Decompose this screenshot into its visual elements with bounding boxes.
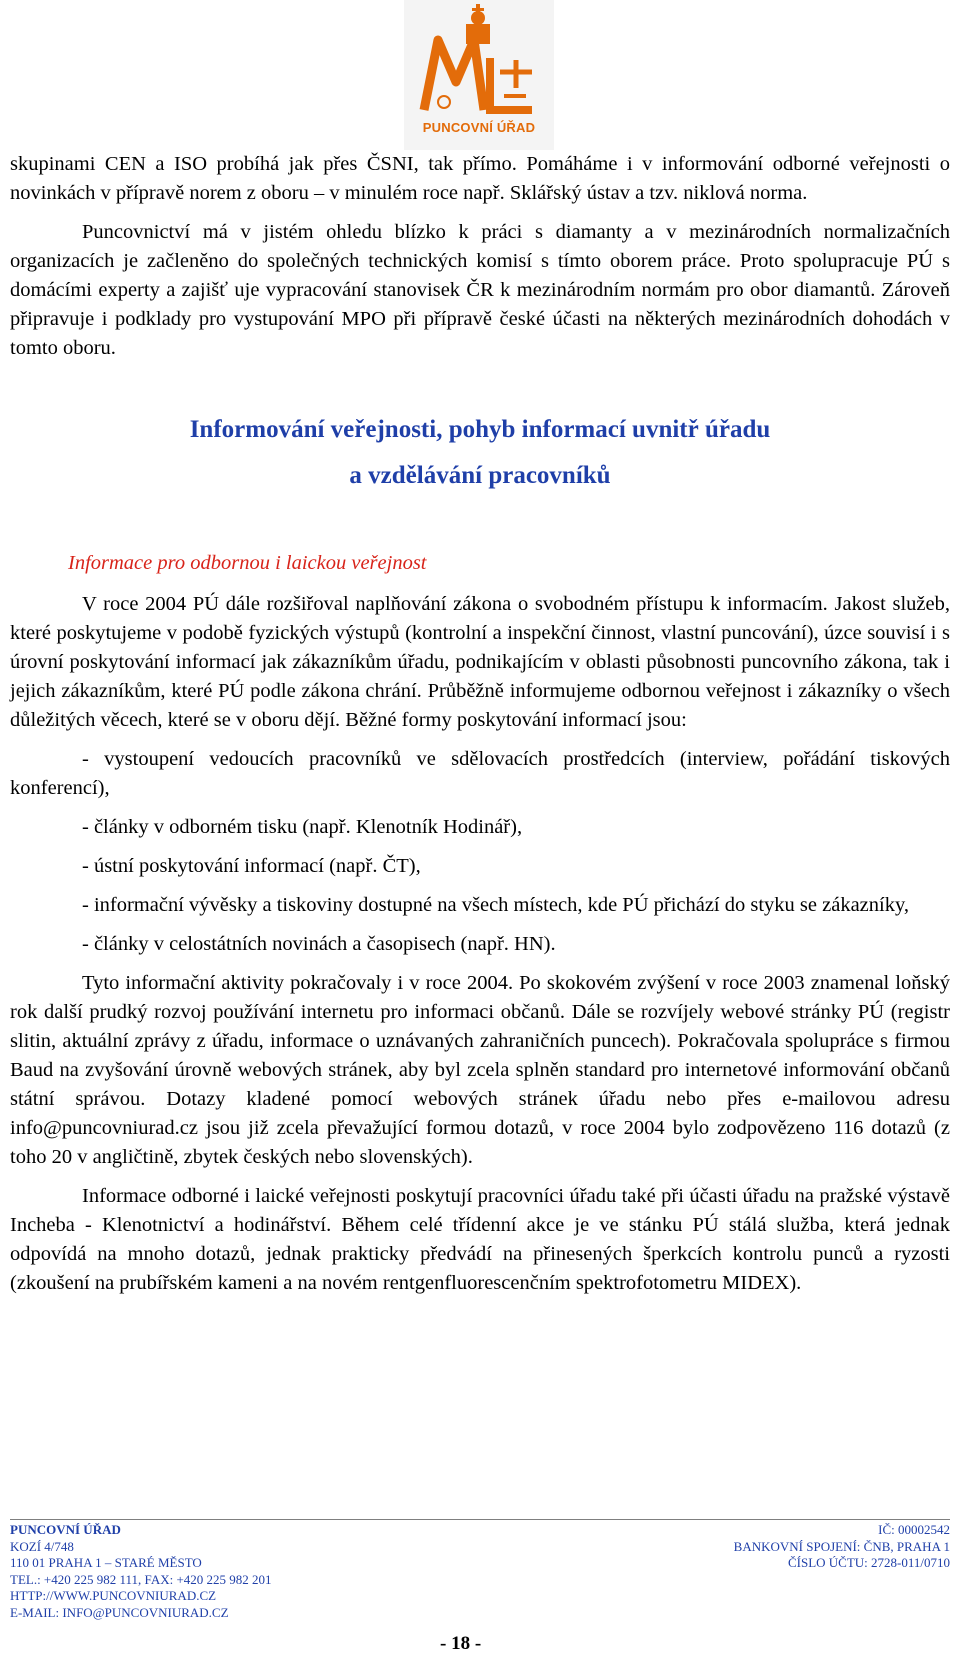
paragraph-intro: V roce 2004 PÚ dále rozšiřoval naplňování zákona o svobodném přístupu k informacím. Jakost služeb, které poskytujeme v podobě fyzických výstupů (kontrolní a inspekční činnost, vlastní puncování), úzce souvisí i s úrovní poskytování informací jak zákazníkům úřadu, podnikajícím v oblasti působnosti puncovního zákona, tak i jejich zákazníkům, které PÚ podle zákona chrání. Průběžně informujeme odbornou veřejnost i zákazníky o všech důležitých věcech, které se v oboru dějí. Běžné formy poskytování informací jsou: xyxy=(10,593,950,731)
list-item: - články v celostátních novinách a časopisech (např. HN). xyxy=(82,933,556,955)
footer xyxy=(10,1522,950,1652)
list-item: - vystoupení vedoucích pracovníků ve sdělovacích prostředcích (interview, pořádání tiskových konferencí), xyxy=(10,748,950,799)
footer-org-name: PUNCOVNÍ ÚŘAD xyxy=(10,1522,121,1537)
footer-account: ČÍSLO ÚČTU: 2728-011/0710 xyxy=(787,1555,950,1570)
section-heading-line1: Informování veřejnosti, pohyb informací uvnitř úřadu xyxy=(189,416,771,443)
logo-wordmark: PUNCOVNÍ ÚŘAD xyxy=(422,120,536,135)
logo-text xyxy=(404,120,554,135)
list-item: - ústní poskytování informací (např. ČT), xyxy=(82,855,421,877)
paragraph-incheba: Informace odborné i laické veřejnosti poskytují pracovníci úřadu také při účasti úřadu na pražské výstavě Incheba - Klenotnictví a hodinářství. Během celé třídenní akce je ve stánku PÚ stálá služba, která jednak odpovídá na mnoho dotazů, jednak prakticky předvádí na přinesených šperkcích kontrolu punců a ryzosti (zkoušení na prubířském kameni a na novém rentgenfluorescenčním spektrofotometru MIDEX). xyxy=(10,1185,950,1294)
footer-bank-info xyxy=(734,1522,950,1572)
footer-street: KOZÍ 4/748 xyxy=(10,1538,74,1554)
footer-ico: IČ: 00002542 xyxy=(878,1522,950,1537)
page-content xyxy=(10,150,950,1298)
section-heading-line2: a vzdělávání pracovníků xyxy=(349,462,611,489)
paragraph-internet: Tyto informační aktivity pokračovaly i v roce 2004. Po skokovém zvýšení v roce 2003 znamenal loňský rok další prudký rozvoj používání internetu pro informaci občanů. Dále se rozvíjely webové stránky PÚ (registr slitin, aktuální zprávy z úřadu, informace o uznávaných zahraničních puncech). Pokračovala spolupráce s firmou Baud na zvyšování úrovně webových stránek, aby byl zcela splněn standard pro internetové informování občanů státní správou. Dotazy kladené pomocí webových stránek úřadu nebo přes e-mailovou adresu info@puncovniurad.cz jsou již zcela převažující formou dotazů, v roce 2004 bylo zodpovězeno 116 dotazů (z toho 20 v angličtině, zbytek českých nebo slovenských). xyxy=(10,972,950,1168)
paragraph-continuation: skupinami CEN a ISO probíhá jak přes ČSNI, tak přímo. Pomáháme i v informování odborné veřejnosti o novinkách v přípravě norem z oboru – v minulém roce např. Sklářský ústav a tzv. niklová norma. xyxy=(10,153,950,204)
footer-city: 110 01 PRAHA 1 – STARÉ MĚSTO xyxy=(10,1555,202,1570)
footer-email-link[interactable]: E-MAIL: INFO@PUNCOVNIURAD.CZ xyxy=(10,1604,229,1620)
subsection-heading: Informace pro odbornou i laickou veřejnost xyxy=(68,552,427,574)
footer-website-link[interactable]: HTTP://WWW.PUNCOVNIURAD.CZ xyxy=(10,1588,217,1603)
page-number: - 18 - xyxy=(440,1633,482,1654)
paragraph-diamonds: Puncovnictví má v jistém ohledu blízko k práci s diamanty a v mezinárodních normalizačních organizacích je začleněno do společných technických komisí s tímto oborem práce. Proto spolupracuje PÚ s domácími experty a zajišť uje vypracování stanovisek ČR k mezinárodním normám pro obor diamantů. Zároveň připravuje i podklady pro vystupování MPO při přípravě české účasti na některých mezinárodních dohodách v tomto oboru. xyxy=(10,221,950,359)
footer-address xyxy=(10,1522,272,1621)
list-item: - články v odborném tisku (např. Klenotník Hodinář), xyxy=(82,816,523,838)
list-item: - informační vývěsky a tiskoviny dostupné na všech místech, kde PÚ přichází do styku se zákazníky, xyxy=(82,894,910,916)
footer-bank: BANKOVNÍ SPOJENÍ: ČNB, PRAHA 1 xyxy=(733,1538,950,1554)
puncovni-urad-logo xyxy=(404,0,554,150)
footer-divider xyxy=(10,1519,950,1520)
footer-phone-fax: TEL.: +420 225 982 111, FAX: +420 225 982 201 xyxy=(10,1571,272,1587)
